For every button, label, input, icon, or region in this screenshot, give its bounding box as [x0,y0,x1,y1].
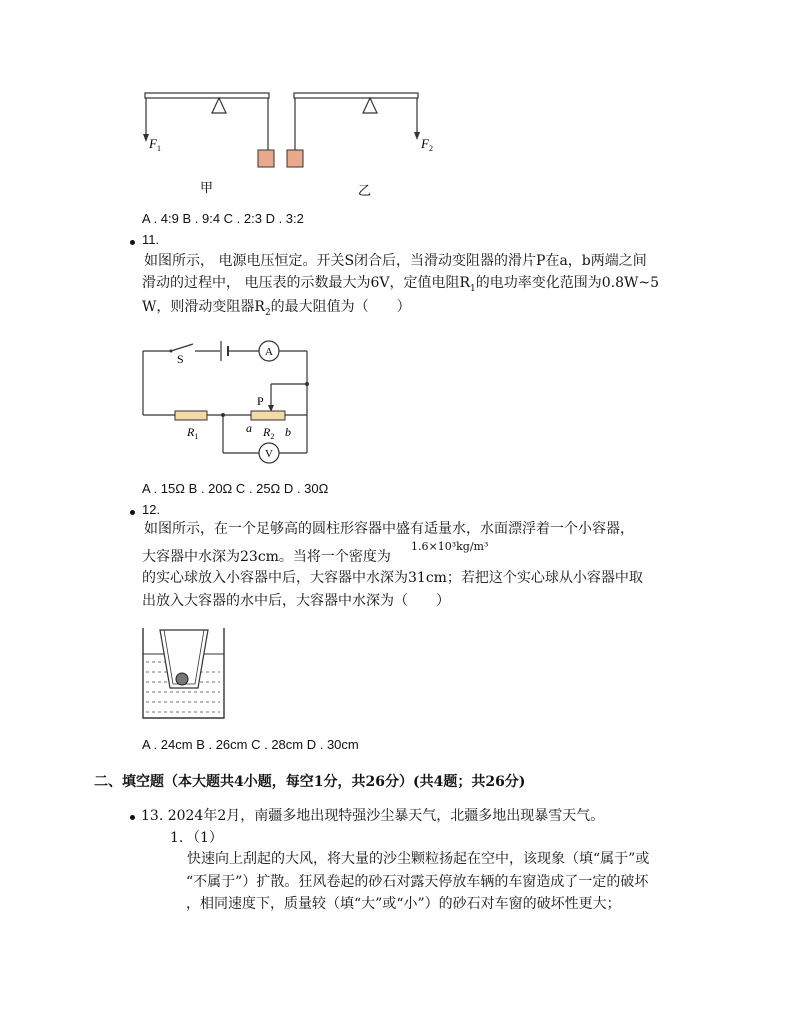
circuit-figure [135,335,325,470]
q12-options: A . 24cm B . 26cm C . 28cm D . 30cm [142,737,359,752]
right-lever-bar [294,93,418,98]
q13-para3: ，相同速度下，质量较（填“大”或“小”）的砂石对车窗的破坏性更大； [186,896,621,912]
junction-dot-mid [221,413,225,417]
switch-pivot [170,350,173,353]
yi-label: 乙 [358,183,372,198]
rheostat-r2 [251,411,285,420]
density-formula: 1.6×10³kg/m³ [411,540,489,553]
q11-line3-a: W，则滑动变阻器R [142,299,265,315]
resistor-r1 [175,411,207,420]
right-fulcrum [363,98,377,113]
q11-line2-a: 滑动的过程中， 电压表的示数最大为6V，定值电阻R [142,275,471,291]
junction-dot-right [305,382,309,386]
q11-line2-b: 的电功率变化范围为0.8W~5 [475,275,660,291]
f2-label: $F_2$ [421,136,433,153]
right-arrowhead [414,132,420,140]
q10-options: A . 4:9 B . 9:4 C . 2:3 D . 3:2 [142,211,304,226]
voltmeter-label: V [265,448,273,460]
q11-line3-b: 的最大阻值为（ ） [270,299,411,315]
q11-number: 11. [142,232,160,247]
jia-label: 甲 [200,180,214,195]
q11-options: A . 15Ω B . 20Ω C . 25Ω D . 30Ω [142,481,329,496]
f1-label: $F_1$ [149,136,161,153]
slider-label: P [257,394,264,408]
container-figure [138,626,228,721]
end-a-label: a [246,421,252,435]
q11-line2-sub: 1 [470,283,476,294]
left-fulcrum [212,98,226,113]
q11-bullet [130,240,135,245]
q13-bullet [130,815,135,820]
left-block [258,150,274,167]
q11-line3 [142,296,411,324]
r1-label: $R_1$ [187,425,199,441]
section2-title: 二、填空题（本大题共4小题，每空1分，共26分）(共4题；共26分) [94,774,526,790]
q12-number: 12. [142,502,161,517]
q12-line1: 如图所示，在一个足够高的圆柱形容器中盛有适量水，水面漂浮着一个小容器， [144,521,634,537]
q12-bullet [130,510,135,515]
q12-line3: 的实心球放入小容器中后，大容器中水深为31cm；若把这个实心球从小容器中取 [142,570,643,586]
q11-line1: 如图所示， 电源电压恒定。开关S闭合后，当滑动变阻器的滑片P在a，b两端之间 [144,253,647,269]
q11-line3-sub: 2 [264,307,271,318]
ammeter-label: A [265,346,273,358]
q13-sub-label: （1） [186,830,223,846]
switch-blade [171,344,193,351]
right-block [287,150,303,167]
lever-balance-figure [130,85,450,200]
q13-para2: “不属于”）扩散。狂风卷起的砂石对露天停放车辆的车窗造成了一定的破坏 [186,874,649,890]
switch-label: S [177,352,184,366]
q13-sub-number: 1. [170,830,184,846]
r2-label: $R_2$ [263,425,275,441]
end-b-label: b [285,425,291,439]
solid-ball [176,673,188,685]
q13-line1: 13. 2024年2月，南疆多地出现特强沙尘暴天气，北疆多地出现暴雪天气。 [141,808,605,824]
q12-line4: 出放入大容器的水中后，大容器中水深为（ ） [142,593,450,609]
q12-line2: 大容器中水深为23cm。当将一个密度为 [142,549,391,565]
left-lever-bar [145,93,269,98]
q13-para1: 快速向上刮起的大风，将大量的沙尘颗粒扬起在空中，该现象（填“属于”或 [187,851,650,867]
